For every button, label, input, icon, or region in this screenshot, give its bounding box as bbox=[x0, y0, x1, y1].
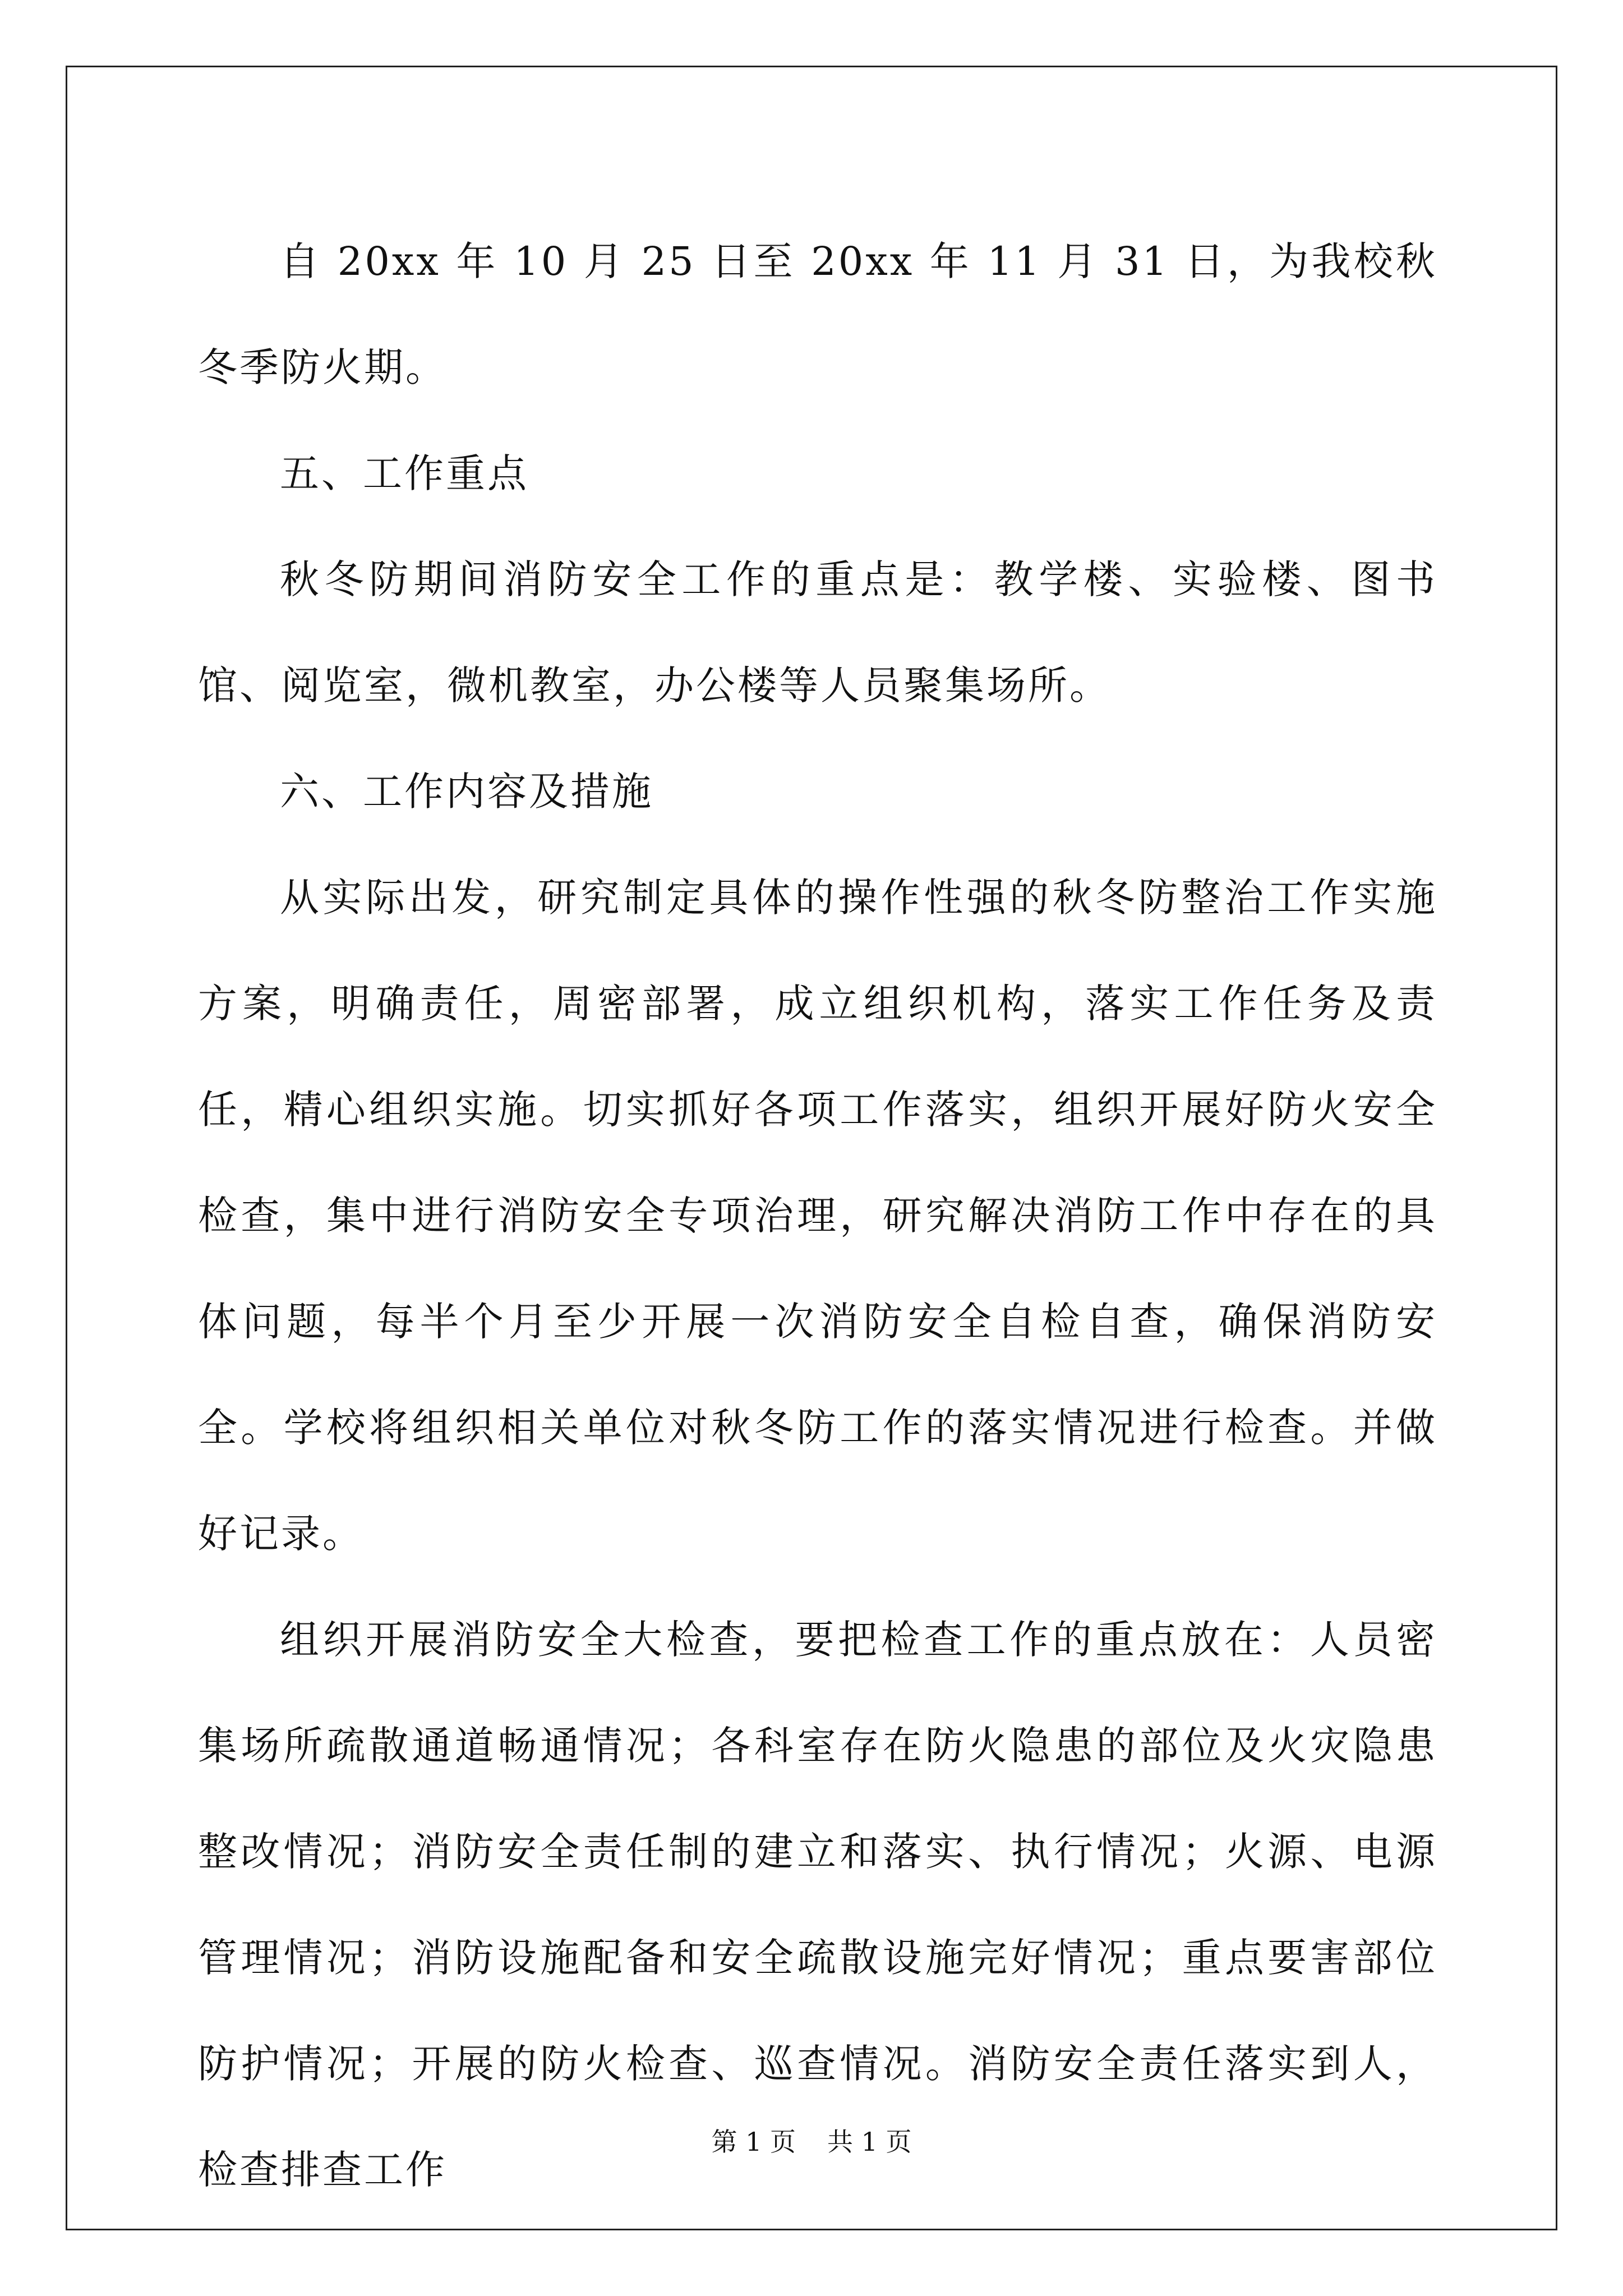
page-total: 共 1 页 bbox=[827, 2127, 912, 2157]
heading-work-focus: 五、工作重点 bbox=[280, 450, 529, 496]
heading-work-content: 六、工作内容及措施 bbox=[280, 769, 653, 815]
paragraph-work-measures: 从实际出发，研究制定具体的操作性强的秋冬防整治工作实施方案，明确责任，周密部署，成立组织机构，落实工作任务及责任，精心组织实施。切实抓好各项工作落实，组织开展好防火安全检查，集中进行消防安全专项治理，研究解决消防工作中存在的具体问题，每半个月至少开展一次消防安全自检自查，确保消防安全。学校将组织相关单位对秋冬防工作的落实情况进行检查。并做好记录。 bbox=[198, 875, 1437, 1557]
paragraph-safety-inspection: 组织开展消防安全大检查，要把检查工作的重点放在：人员密集场所疏散通道畅通情况；各科室存在防火隐患的部位及火灾隐患整改情况；消防安全责任制的建立和落实、执行情况；火源、电源管理情况；消防设施配备和安全疏散设施完好情况；重点要害部位防护情况；开展的防火检查、巡查情况。消防安全责任落实到人，检查排查工作 bbox=[198, 1617, 1437, 2193]
paragraph-fire-period: 自 20xx 年 10 月 25 日至 20xx 年 11 月 31 日，为我校秋冬季防火期。 bbox=[198, 238, 1437, 390]
page-number: 第 1 页 bbox=[711, 2127, 796, 2157]
page-footer bbox=[0, 2125, 1623, 2159]
paragraph-work-focus: 秋冬防期间消防安全工作的重点是：教学楼、实验楼、图书馆、阅览室，微机教室，办公楼等人员聚集场所。 bbox=[198, 556, 1437, 708]
document-body bbox=[198, 209, 1437, 2223]
